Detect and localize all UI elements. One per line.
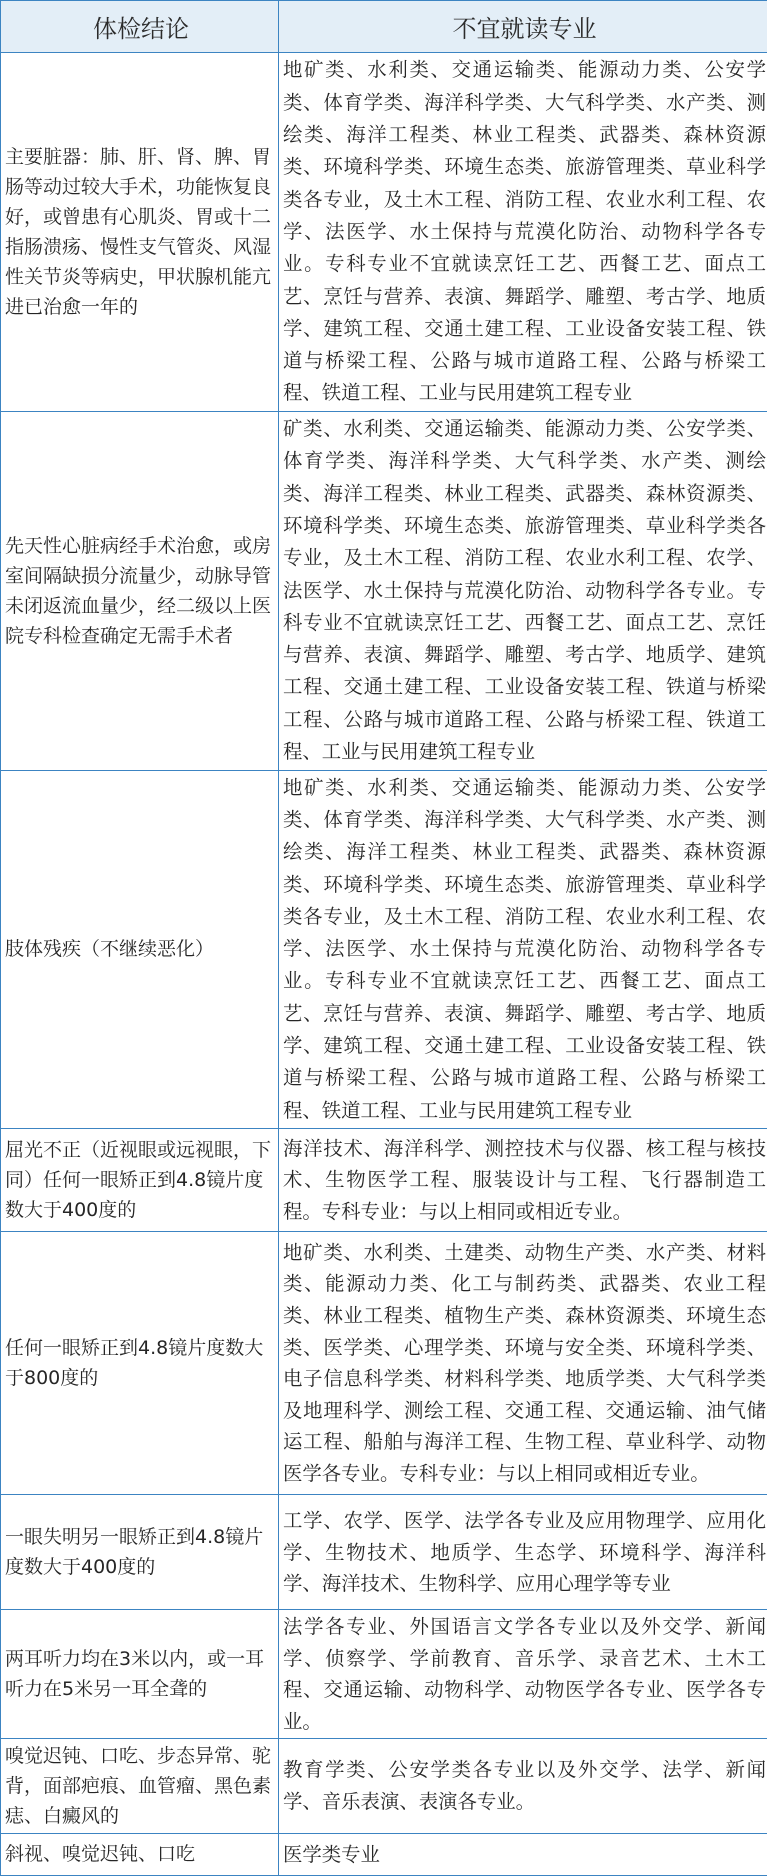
exam-conclusion-cell: 肢体残疾（不继续恶化）: [1, 770, 279, 1129]
unsuitable-majors-cell: 地矿类、水利类、土建类、动物生产类、水产类、材料类、能源动力类、化工与制药类、武器类、农业工程类、林业工程类、植物生产类、森林资源类、环境生态类、医学类、心理学类、环境与安全类、环境科学类、电子信息科学类、材料科学类、地质学类、大气科学类及地理科学、测绘工程、交通工程、交通运输、油气储运工程、船舶与海洋工程、生物工程、草业科学、动物医学各专业。专科专业：与以上相同或相近专业。: [279, 1231, 767, 1495]
unsuitable-majors-cell: 矿类、水利类、交通运输类、能源动力类、公安学类、体育学类、海洋科学类、大气科学类、水产类、测绘类、海洋工程类、林业工程类、武器类、森林资源类、环境科学类、环境生态类、旅游管理类、草业科学类各专业，及土木工程、消防工程、农业水利工程、农学、法医学、水土保持与荒漠化防治、动物科学各专业。专科专业不宜就读烹饪工艺、西餐工艺、面点工艺、烹饪与营养、表演、舞蹈学、雕塑、考古学、地质学、建筑工程、交通土建工程、工业设备安装工程、铁道与桥梁工程、公路与城市道路工程、公路与桥梁工程、铁道工程、工业与民用建筑工程专业: [279, 411, 767, 770]
unsuitable-majors-cell: 工学、农学、医学、法学各专业及应用物理学、应用化学、生物技术、地质学、生态学、环境科学、海洋科学、海洋技术、生物科学、应用心理学等专业: [279, 1495, 767, 1610]
table-header-row: [1, 1, 767, 53]
table-row: [1, 1231, 767, 1495]
unsuitable-majors-cell: 医学类专业: [279, 1833, 767, 1875]
header-exam-conclusion: 体检结论: [1, 1, 279, 53]
table-row: [1, 53, 767, 412]
table-row: [1, 1610, 767, 1739]
exam-conclusion-cell: 主要脏器：肺、肝、肾、脾、胃肠等动过较大手术，功能恢复良好，或曾患有心肌炎、胃或十二指肠溃疡、慢性支气管炎、风湿性关节炎等病史，甲状腺机能亢进已治愈一年的: [1, 53, 279, 412]
exam-conclusion-cell: 先天性心脏病经手术治愈，或房室间隔缺损分流量少，动脉导管未闭返流血量少，经二级以上医院专科检查确定无需手术者: [1, 411, 279, 770]
unsuitable-majors-cell: 地矿类、水利类、交通运输类、能源动力类、公安学类、体育学类、海洋科学类、大气科学类、水产类、测绘类、海洋工程类、林业工程类、武器类、森林资源类、环境科学类、环境生态类、旅游管理类、草业科学类各专业，及土木工程、消防工程、农业水利工程、农学、法医学、水土保持与荒漠化防治、动物科学各专业。专科专业不宜就读烹饪工艺、西餐工艺、面点工艺、烹饪与营养、表演、舞蹈学、雕塑、考古学、地质学、建筑工程、交通土建工程、工业设备安装工程、铁道与桥梁工程、公路与城市道路工程、公路与桥梁工程、铁道工程、工业与民用建筑工程专业: [279, 770, 767, 1129]
exam-conclusion-cell: 任何一眼矫正到4.8镜片度数大于800度的: [1, 1231, 279, 1495]
unsuitable-majors-cell: 海洋技术、海洋科学、测控技术与仪器、核工程与核技术、生物医学工程、服装设计与工程、飞行器制造工程。专科专业：与以上相同或相近专业。: [279, 1129, 767, 1232]
exam-conclusion-cell: 屈光不正（近视眼或远视眼，下同）任何一眼矫正到4.8镜片度数大于400度的: [1, 1129, 279, 1232]
exam-conclusion-cell: 两耳听力均在3米以内，或一耳听力在5米另一耳全聋的: [1, 1610, 279, 1739]
table-row: [1, 1495, 767, 1610]
table-row: [1, 1129, 767, 1232]
exam-conclusion-cell: 一眼失明另一眼矫正到4.8镜片度数大于400度的: [1, 1495, 279, 1610]
table-row: [1, 411, 767, 770]
unsuitable-majors-cell: 法学各专业、外国语言文学各专业以及外交学、新闻学、侦察学、学前教育、音乐学、录音艺术、土木工程、交通运输、动物科学、动物医学各专业、医学各专业。: [279, 1610, 767, 1739]
unsuitable-majors-cell: 地矿类、水利类、交通运输类、能源动力类、公安学类、体育学类、海洋科学类、大气科学类、水产类、测绘类、海洋工程类、林业工程类、武器类、森林资源类、环境科学类、环境生态类、旅游管理类、草业科学类各专业，及土木工程、消防工程、农业水利工程、农学、法医学、水土保持与荒漠化防治、动物科学各专业。专科专业不宜就读烹饪工艺、西餐工艺、面点工艺、烹饪与营养、表演、舞蹈学、雕塑、考古学、地质学、建筑工程、交通土建工程、工业设备安装工程、铁道与桥梁工程、公路与城市道路工程、公路与桥梁工程、铁道工程、工业与民用建筑工程专业: [279, 53, 767, 412]
exam-conclusion-cell: 斜视、嗅觉迟钝、口吃: [1, 1833, 279, 1875]
table-row: [1, 1833, 767, 1875]
table-row: [1, 1739, 767, 1834]
header-unsuitable-majors: 不宜就读专业: [279, 1, 767, 53]
unsuitable-majors-cell: 教育学类、公安学类各专业以及外交学、法学、新闻学、音乐表演、表演各专业。: [279, 1739, 767, 1834]
exam-conclusion-cell: 嗅觉迟钝、口吃、步态异常、驼背，面部疤痕、血管瘤、黑色素痣、白癜风的: [1, 1739, 279, 1834]
table-row: [1, 770, 767, 1129]
